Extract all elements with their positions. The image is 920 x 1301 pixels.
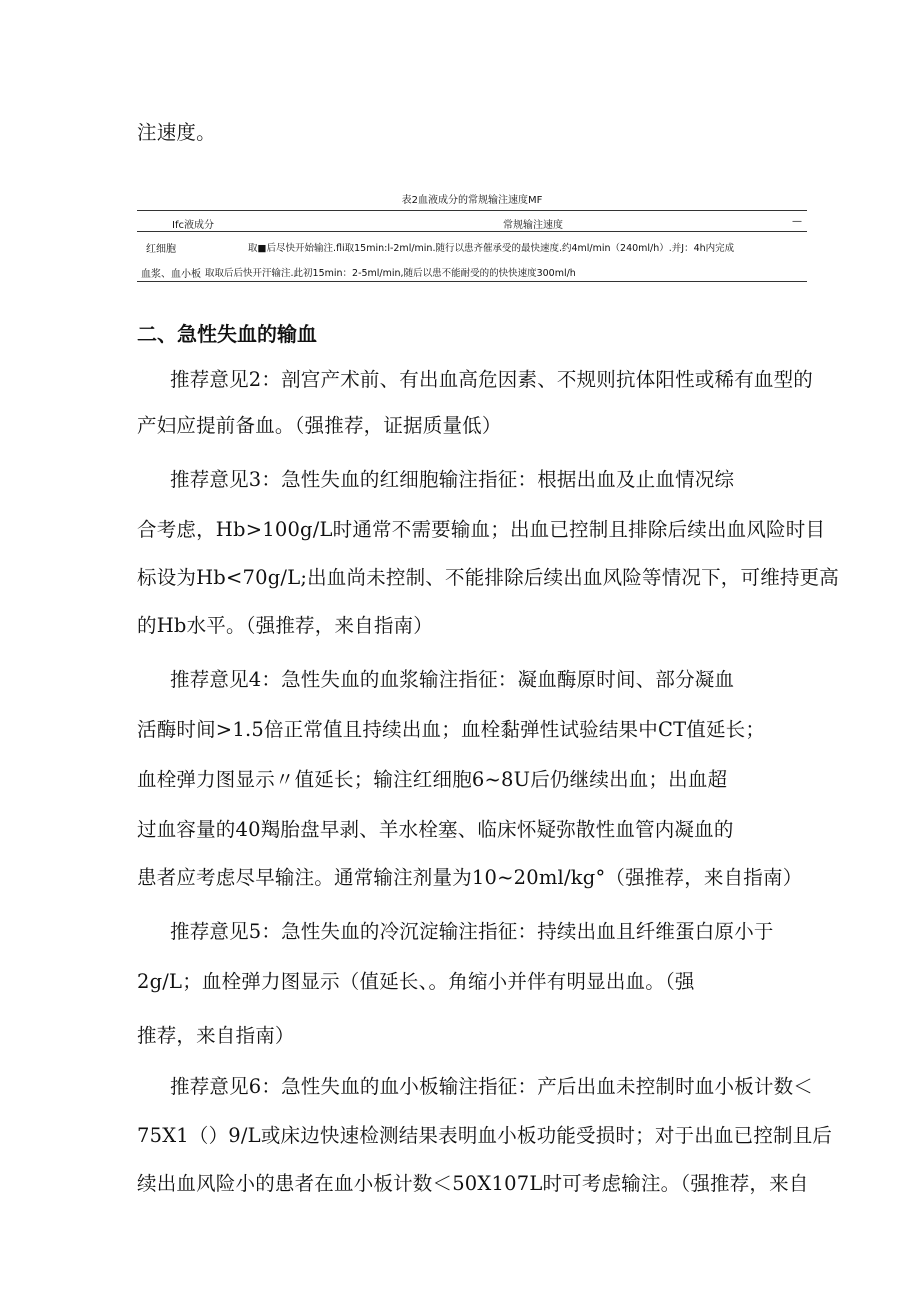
rec5-line-2: 2g/L；血栓弹力图显示（值延长、。角缩小并伴有明显出血。（强 <box>137 970 695 993</box>
rec6-line-2: 75X1（）9/L或床边快速检测结果表明血小板功能受损时；对于出血已控制且后 <box>137 1124 833 1147</box>
table-row-1-speed: 取■后尽快开始输注.fli取15min:l-2ml/min.随行以患齐催承受的最快速度.约4ml/min（240ml/h）.并J：4h内完成 <box>248 243 735 254</box>
table-row-2-speed: 取取后后快开汗输注.此初15min：2-5ml/min,随后以患不能耐受的的快快速度300ml/h <box>205 268 576 279</box>
rec5-line-1: 推荐意见5：急性失血的冷沉淀输注指征：持续出血且纤维蛋白原小于 <box>170 920 774 943</box>
table-row-1-component: 红细胞 <box>146 244 176 255</box>
table-top-rule <box>137 210 807 211</box>
section-heading: 二、急性失血的输血 <box>137 322 317 346</box>
rec6-line-3: 续出血风险小的患者在血小板计数＜50X107L时可考虑输注。（强推荐，来自 <box>137 1172 809 1195</box>
rec2-line-2: 产妇应提前备血。（强推荐，证据质量低） <box>137 414 502 437</box>
rec5-line-3: 推荐，来自指南） <box>137 1024 295 1047</box>
rec4-line-1: 推荐意见4：急性失血的血浆输注指征：凝血酶原时间、部分凝血 <box>170 668 735 691</box>
rec3-line-4: 的Hb水平。（强推荐，来自指南） <box>137 614 433 637</box>
rec4-line-4: 过血容量的40羯胎盘早剥、羊水栓塞、临床怀疑弥散性血管内凝血的 <box>137 818 734 841</box>
paragraph-continuation: 注速度。 <box>137 121 216 144</box>
table-header-rule <box>137 231 807 232</box>
table-header-component: Ifc液成分 <box>172 220 214 231</box>
rec3-line-2: 合考虑，Hb>100g/L时通常不需要输血；出血已控制且排除后续出血风险时目 <box>137 518 826 541</box>
table-header-speed: 常规输注速度 <box>503 220 563 231</box>
rec2-line-1: 推荐意见2：剖宫产术前、有出血高危因素、不规则抗体阳性或稀有血型的 <box>170 368 814 391</box>
table-row-2-component: 血浆、血小板 <box>141 269 201 280</box>
rec4-line-5: 患者应考虑尽早输注。通常输注剂量为10~20ml/kg°（强推荐，来自指南） <box>137 866 803 889</box>
table-header-dash: — <box>792 216 802 227</box>
rec3-line-3: 标设为Hb<70g/L;出血尚未控制、不能排除后续出血风险等情况下，可维持更高 <box>137 566 840 589</box>
rec6-line-1: 推荐意见6：急性失血的血小板输注指征：产后出血未控制时血小板计数＜ <box>170 1075 814 1098</box>
rec4-line-2: 活酶时间>1.5倍正常值且持续出血；血栓黏弹性试验结果中CT值延长； <box>137 718 766 741</box>
table-bottom-rule <box>137 281 807 282</box>
rec3-line-1: 推荐意见3：急性失血的红细胞输注指征：根据出血及止血情况综 <box>170 468 735 491</box>
table-caption: 表2血液成分的常规输注速度MF <box>401 195 543 206</box>
rec4-line-3: 血栓弹力图显示〃值延长；输注红细胞6~8U后仍继续出血；出血超 <box>137 768 728 791</box>
